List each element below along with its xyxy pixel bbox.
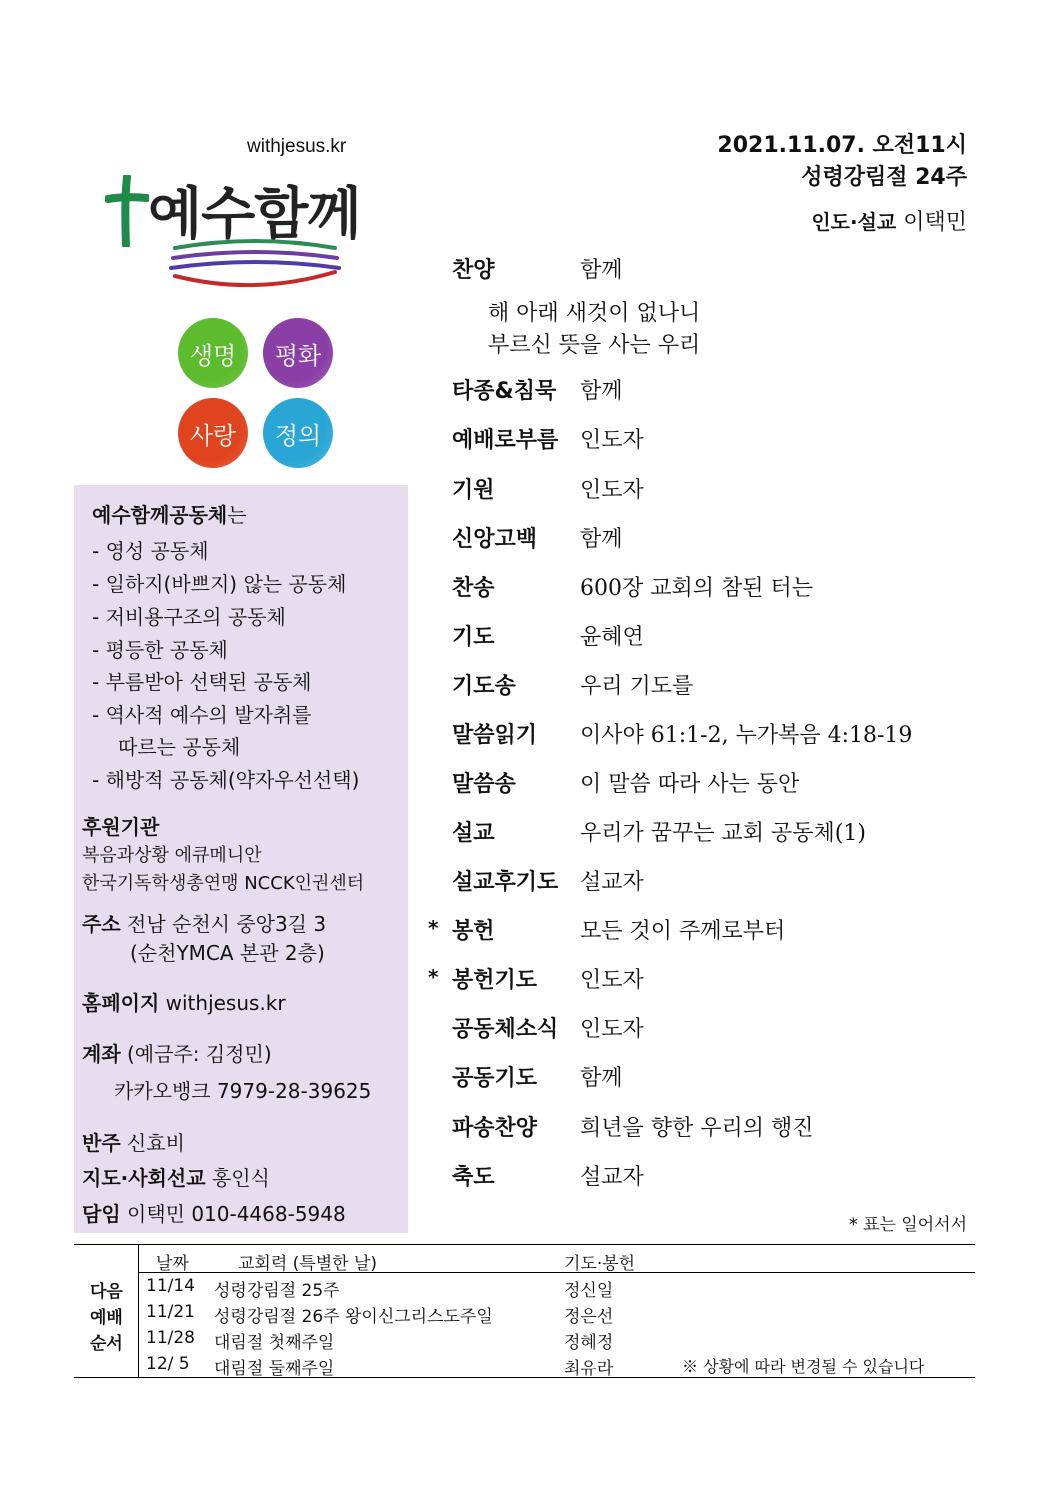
lyric-line: 해 아래 새것이 없나니: [488, 301, 701, 326]
schedule-side-label: 예배: [90, 1308, 123, 1328]
value-circle-justice: 정의: [263, 398, 333, 468]
header-calendar: 교회력 (특별한 날): [238, 1254, 378, 1274]
site-url: withjesus.kr: [247, 136, 347, 157]
order-item: 찬송 600장 교회의 참된 터는: [452, 576, 813, 601]
order-item: 봉헌기도 인도자: [452, 968, 644, 993]
community-title: 예수함께공동체는: [92, 503, 247, 527]
order-item: 신앙고백 함께: [452, 527, 623, 552]
row-date: 11/28: [146, 1328, 195, 1348]
community-info-box: [74, 485, 408, 1233]
community-item: - 영성 공동체: [92, 539, 209, 563]
community-item: - 일하지(바쁘지) 않는 공동체: [92, 572, 347, 596]
logo-text: 예수함께: [148, 182, 361, 247]
community-item: - 저비용구조의 공동체: [92, 605, 286, 629]
schedule-notice: ※ 상황에 따라 변경될 수 있습니다: [682, 1357, 925, 1376]
order-item: 타종&침묵 함께: [452, 379, 623, 404]
order-item: 예배로부름 인도자: [452, 428, 644, 453]
order-item: 기도 윤혜연: [452, 625, 644, 650]
schedule-side-label: 순서: [90, 1334, 123, 1354]
header-duty: 기도·봉헌: [564, 1254, 636, 1274]
row-calendar: 성령강림절 26주 왕이신그리스도주일: [214, 1307, 493, 1327]
order-item: 기도송 우리 기도를: [452, 674, 694, 699]
row-calendar: 성령강림절 25주: [214, 1281, 340, 1301]
row-date: 12/ 5: [146, 1354, 190, 1374]
order-item: 설교후기도 설교자: [452, 870, 644, 895]
staff-mission: 지도·사회선교 홍인식: [82, 1166, 270, 1190]
order-item: 축도 설교자: [452, 1165, 644, 1190]
value-circle-life: 생명: [178, 318, 248, 388]
staff-pastor: 담임 이택민 010-4468-5948: [82, 1202, 346, 1226]
row-calendar: 대림절 둘째주일: [214, 1359, 335, 1379]
community-item: - 부름받아 선택된 공동체: [92, 670, 312, 694]
value-circle-love: 사랑: [178, 398, 248, 468]
community-item: - 평등한 공동체: [92, 638, 228, 662]
row-date: 11/14: [146, 1276, 195, 1296]
lyric-line: 부르신 뜻을 사는 우리: [488, 333, 701, 358]
row-duty: 최유라: [564, 1359, 614, 1379]
community-item: - 해방적 공동체(약자우선선택): [92, 768, 360, 792]
row-date: 11/21: [146, 1302, 195, 1322]
order-item: 봉헌 모든 것이 주께로부터: [452, 919, 786, 944]
order-item: 설교 우리가 꿈꾸는 교회 공동체(1): [452, 821, 866, 846]
order-item: 공동체소식 인도자: [452, 1017, 644, 1042]
account-owner: 계좌 (예금주: 김정민): [82, 1042, 272, 1066]
sponsors-line: 복음과상황 에큐메니안: [82, 845, 262, 866]
address-line2: (순천YMCA 본관 2층): [130, 941, 325, 965]
account-number: 카카오뱅크 7979-28-39625: [114, 1079, 372, 1103]
next-schedule-table: [74, 1244, 975, 1378]
order-item: 말씀읽기 이사야 61:1-2, 누가복음 4:18-19: [452, 723, 913, 748]
standing-star: *: [428, 916, 439, 940]
order-item: 파송찬양 희년을 향한 우리의 행진: [452, 1116, 814, 1141]
sponsors-line: 한국기독학생총연맹 NCCK인권센터: [82, 873, 365, 894]
rainbow-arcs: [165, 238, 345, 288]
table-divider: [138, 1245, 139, 1377]
row-calendar: 대림절 첫째주일: [214, 1333, 335, 1353]
homepage: 홈페이지 withjesus.kr: [82, 991, 286, 1015]
order-item: 기원 인도자: [452, 478, 644, 503]
leader-line: [811, 205, 967, 236]
address: 주소 전남 순천시 중앙3길 3: [82, 912, 327, 936]
standing-star: *: [428, 965, 439, 989]
cross-icon: [105, 175, 149, 247]
value-circle-peace: 평화: [263, 318, 333, 388]
leader-label: 인도·설교: [811, 210, 897, 234]
service-date: 2021.11.07. 오전11시: [717, 133, 967, 158]
community-item: - 역사적 예수의 발자취를: [92, 703, 312, 727]
order-item: 말씀송 이 말씀 따라 사는 동안: [452, 772, 800, 797]
order-item: 공동기도 함께: [452, 1066, 623, 1091]
order-item: 찬양 함께: [452, 258, 623, 283]
row-duty: 정신일: [564, 1281, 614, 1301]
staff-accompanist: 반주 신효비: [82, 1131, 185, 1155]
standing-note: * 표는 일어서서: [849, 1215, 967, 1235]
row-duty: 정혜정: [564, 1333, 614, 1353]
schedule-side-label: 다음: [90, 1282, 123, 1302]
community-item: 따르는 공동체: [118, 735, 241, 759]
sponsors-label: 후원기관: [82, 815, 160, 839]
row-duty: 정은선: [564, 1307, 614, 1327]
liturgical-season: 성령강림절 24주: [801, 165, 967, 190]
header-date: 날짜: [156, 1254, 189, 1274]
leader-name: 이택민: [903, 210, 967, 235]
